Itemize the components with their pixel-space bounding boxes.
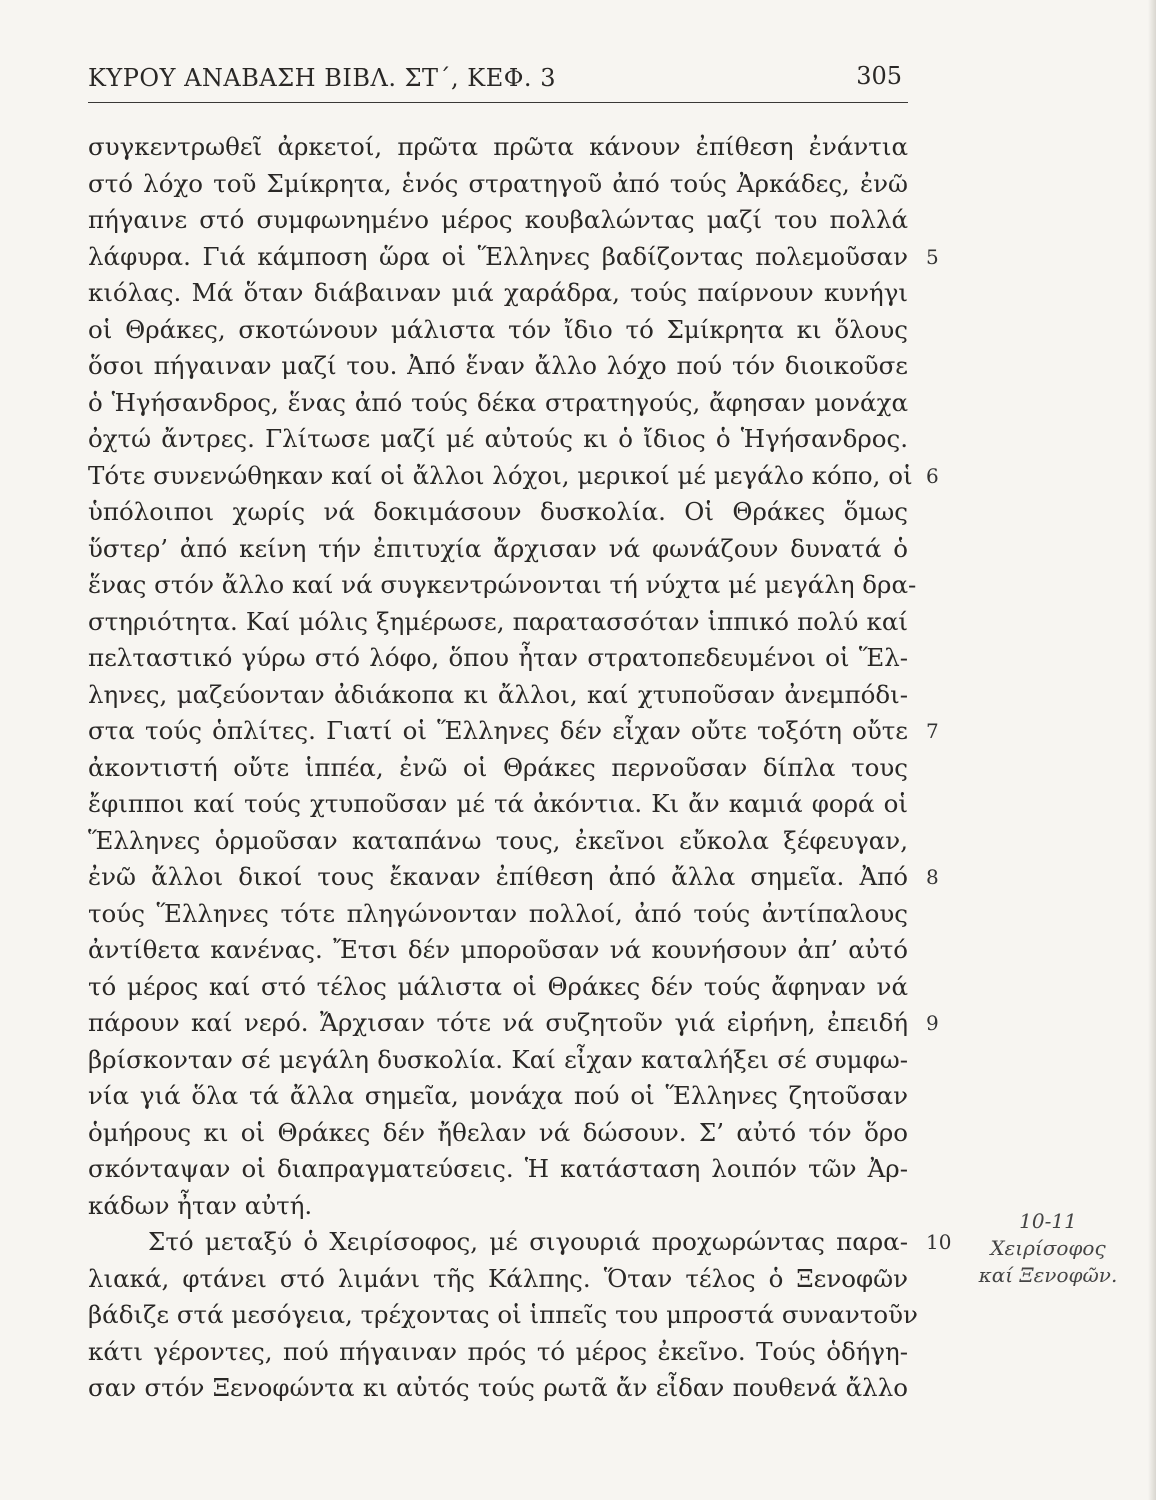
text-line [88,713,939,750]
margin-note [968,1208,1128,1289]
text-line [88,166,908,203]
text-line [88,1188,908,1225]
text-line [88,458,939,495]
text-line-content: Ἕλληνες ὁρμοῦσαν καταπάνω τους, ἐκεῖνοι εὔκολα ξέφευγαν, [88,825,908,855]
text-line [88,421,908,458]
text-line-content: λιακά, φτάνει στό λιμάνι τῆς Κάλπης. Ὅταν τέλος ὁ Ξενοφῶν [88,1263,908,1293]
text-line-content: οἱ Θράκες, σκοτώνουν μάλιστα τόν ἴδιο τό Σμίκρητα κι ὅλους [88,314,908,344]
text-line [88,348,908,385]
text-line-content: τούς Ἕλληνες τότε πληγώνονταν πολλοί, ἀπό τούς ἀντίπαλους [88,898,908,928]
body-text [88,129,952,1407]
line-number: 5 [926,244,939,269]
text-line [88,1078,908,1115]
text-line-content: συγκεντρωθεῖ ἀρκετοί, πρῶτα πρῶτα κάνουν ἐπίθεση ἐνάντια [88,132,908,161]
text-line-content: ἐνῶ ἄλλοι δικοί τους ἔκαναν ἐπίθεση ἀπό ἄλλα σημεῖα. Ἀπό [88,862,908,891]
text-line-content: ἕνας στόν ἄλλο καί νά συγκεντρώνονται τή νύχτα μέ μεγάλη δρα- [88,570,917,599]
line-number: 9 [926,1011,939,1035]
text-line [88,239,939,276]
text-line-content: ὀχτώ ἄντρες. Γλίτωσε μαζί μέ αὐτούς κι ὁ ἴδιος ὁ Ἡγήσανδρος. [88,424,908,453]
text-line [88,823,908,860]
text-line [88,677,908,714]
text-line [88,1297,918,1334]
text-line-content: πήγαινε στό συμφωνημένο μέρος κουβαλώντας μαζί του πολλά [88,205,908,234]
text-line [88,896,908,933]
text-line-content: ὁμήρους κι οἱ Θράκες δέν ἤθελαν νά δώσουν. Σ’ αὐτό τόν ὅρο [88,1117,908,1147]
text-line-content: στηριότητα. Καί μόλις ξημέρωσε, παρατασσόταν ἱππικό πολύ καί [88,606,908,636]
line-number: 7 [926,719,939,743]
line-number: 6 [926,463,939,488]
page-number: 305 [856,62,902,90]
text-line-content: Στό μεταξύ ὁ Χειρίσοφος, μέ σιγουριά προχωρώντας παρα- [148,1227,908,1256]
text-line [88,275,908,312]
text-line-content: τό μέρος καί στό τέλος μάλιστα οἱ Θράκες δέν τούς ἄφηναν νά [88,971,908,1001]
text-line-content: ἔφιπποι καί τούς χτυποῦσαν μέ τά ἀκόντια. Κι ἄν καμιά φορά οἱ [88,789,908,818]
text-line [88,1334,908,1371]
text-line-content: σαν στόν Ξενοφώντα κι αὐτός τούς ρωτᾶ ἄν εἶδαν πουθενά ἄλλο [88,1373,908,1402]
text-line [88,859,939,896]
margin-note-line-1: Χειρίσοφος [990,1236,1106,1260]
running-header [88,58,908,103]
text-line [88,567,917,604]
line-number: 8 [926,865,939,889]
text-line [88,1151,908,1188]
text-line [88,385,908,422]
text-line [88,129,908,166]
text-line [88,1042,908,1079]
running-title: ΚΥΡΟΥ ΑΝΑΒΑΣΗ ΒΙΒΛ. ΣΤ΄, ΚΕΦ. 3 [88,64,556,92]
text-line-content: ἀκοντιστή οὔτε ἱππέα, ἐνῶ οἱ Θράκες περνοῦσαν δίπλα τους [88,752,908,782]
text-line-content: ὁ Ἡγήσανδρος, ἕνας ἀπό τούς δέκα στρατηγούς, ἄφησαν μονάχα [88,387,908,417]
text-line-content: κάτι γέροντες, πού πήγαιναν πρός τό μέρος ἐκεῖνο. Τούς ὁδήγη- [88,1336,908,1366]
text-line-content: ἀντίθετα κανένας. Ἔτσι δέν μποροῦσαν νά κουνήσουν ἀπ’ αὐτό [88,935,908,964]
text-line-content: πελταστικό γύρω στό λόφο, ὅπου ἦταν στρατοπεδευμένοι οἱ Ἕλ- [88,643,908,672]
text-line-content: ὅσοι πήγαιναν μαζί του. Ἀπό ἕναν ἄλλο λόχο πού τόν διοικοῦσε [88,351,908,380]
text-line [88,1224,952,1261]
text-line [88,640,908,677]
text-line [88,531,908,568]
text-line-content: σκόνταψαν οἱ διαπραγματεύσεις. Ἡ κατάσταση λοιπόν τῶν Ἀρ- [88,1154,908,1183]
text-line [88,1261,908,1298]
margin-note-range: 10-11 [1019,1209,1077,1233]
text-line [88,750,908,787]
margin-note-line-2: καί Ξενοφῶν. [978,1263,1118,1287]
text-line-content: βρίσκονταν σέ μεγάλη δυσκολία. Καί εἶχαν καταλήξει σέ συμφω- [88,1044,908,1074]
text-line-content: Τότε συνενώθηκαν καί οἱ ἄλλοι λόχοι, μερικοί μέ μεγάλο κόπο, οἱ [88,460,913,490]
text-line [88,1005,939,1042]
text-line-content: βάδιζε στά μεσόγεια, τρέχοντας οἱ ἱππεῖς του μπροστά συναντοῦν [88,1300,918,1329]
text-line [88,312,908,349]
text-line-content: στό λόχο τοῦ Σμίκρητα, ἑνός στρατηγοῦ ἀπό τούς Ἀρκάδες, ἐνῶ [88,168,908,198]
text-line [88,1370,908,1407]
text-line [88,1115,908,1152]
text-line-content: κάδων ἦταν αὐτή. [88,1190,313,1220]
text-line [88,786,908,823]
text-line [88,969,908,1006]
page-edge [1148,0,1156,1500]
line-number: 10 [926,1230,952,1254]
text-line [88,202,908,239]
text-line-content: νία γιά ὅλα τά ἄλλα σημεῖα, μονάχα πού οἱ Ἕλληνες ζητοῦσαν [88,1081,908,1110]
text-line-content: ὕστερ’ ἀπό κείνη τήν ἐπιτυχία ἄρχισαν νά φωνάζουν δυνατά ὁ [88,533,908,563]
text-line-content: ὑπόλοιποι χωρίς νά δοκιμάσουν δυσκολία. Οἱ Θράκες ὅμως [88,497,908,526]
text-line-content: κιόλας. Μά ὅταν διάβαιναν μιά χαράδρα, τούς παίρνουν κυνήγι [88,278,908,307]
text-line [88,932,908,969]
text-line-content: λάφυρα. Γιά κάμποση ὥρα οἱ Ἕλληνες βαδίζοντας πολεμοῦσαν [88,241,908,271]
text-line-content: στα τούς ὁπλίτες. Γιατί οἱ Ἕλληνες δέν εἶχαν οὔτε τοξότη οὔτε [88,716,908,745]
text-line [88,494,908,531]
text-line-content: ληνες, μαζεύονταν ἀδιάκοπα κι ἄλλοι, καί χτυποῦσαν ἀνεμπόδι- [88,679,908,709]
text-line-content: πάρουν καί νερό. Ἄρχισαν τότε νά συζητοῦν γιά εἰρήνη, ἐπειδή [88,1008,908,1037]
text-line [88,604,908,641]
